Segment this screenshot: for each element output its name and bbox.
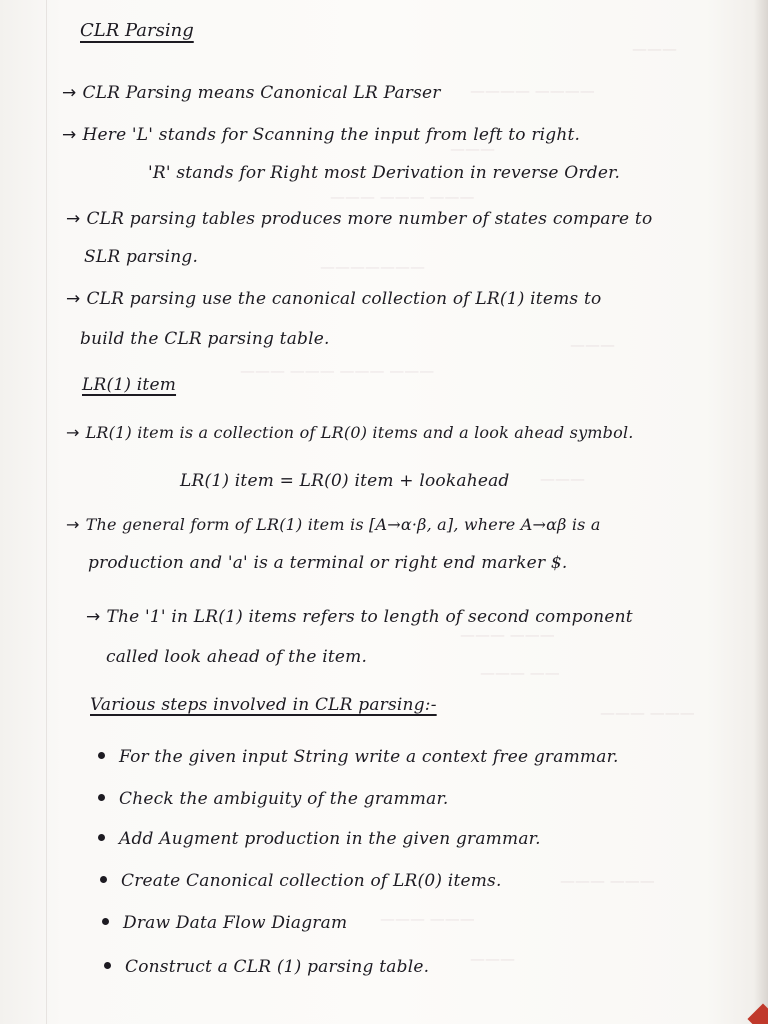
note-line [66, 422, 634, 444]
list-item [98, 746, 619, 768]
note-line [62, 82, 441, 104]
note-line [84, 246, 198, 268]
bleed-through-mark: ——— [570, 336, 615, 354]
list-item [98, 788, 449, 810]
note-text: The general form of LR(1) item is [A→α·β, a], where A→αβ is a [85, 515, 601, 534]
list-item-text: Check the ambiguity of the grammar. [119, 789, 449, 809]
bullet-icon [104, 962, 111, 969]
note-text: The '1' in LR(1) items refers to length of second component [106, 607, 633, 627]
bleed-through-mark: ——————— [320, 258, 425, 276]
note-text: CLR parsing use the canonical collection of LR(1) items to [86, 289, 602, 309]
bleed-through-mark: ——— ——— [380, 910, 475, 928]
note-line [88, 552, 568, 574]
section-heading: Various steps involved in CLR parsing:- [90, 695, 437, 715]
list-item-text: For the given input String write a context free grammar. [119, 747, 619, 767]
note-line [62, 124, 580, 146]
list-item-text: Draw Data Flow Diagram [123, 913, 348, 933]
note-line [66, 208, 652, 230]
note-text: CLR parsing tables produces more number of states compare to [86, 209, 653, 229]
note-text: Here 'L' stands for Scanning the input from left to right. [82, 125, 581, 145]
list-item-text: Add Augment production in the given grammar. [119, 829, 541, 849]
arrow-icon: → [66, 209, 81, 229]
arrow-icon: → [62, 83, 77, 103]
bleed-through-mark: ——— ——— [600, 704, 695, 722]
bullet-icon [100, 876, 107, 883]
note-line [66, 514, 601, 536]
note-line [148, 162, 620, 184]
section-heading: LR(1) item [82, 375, 177, 395]
note-text: production and 'a' is a terminal or right end marker $. [88, 553, 568, 573]
note-text: called look ahead of the item. [106, 647, 368, 667]
bleed-through-mark: ——— —— [480, 664, 560, 682]
arrow-icon: → [86, 607, 101, 627]
bullet-icon [98, 752, 105, 759]
formula-text: LR(1) item = LR(0) item + lookahead [180, 471, 510, 491]
arrow-icon: → [62, 125, 77, 145]
list-item-text: Create Canonical collection of LR(0) items. [121, 871, 502, 891]
note-line [106, 646, 367, 668]
note-text: 'R' stands for Right most Derivation in reverse Order. [148, 163, 621, 183]
note-line [80, 328, 330, 350]
page-edge-shadow [754, 0, 768, 1024]
list-item [102, 912, 347, 934]
bullet-icon [98, 794, 105, 801]
note-text: LR(1) item is a collection of LR(0) items and a look ahead symbol. [85, 423, 634, 442]
bleed-through-mark: ——— ——— [460, 626, 555, 644]
note-text: CLR Parsing means Canonical LR Parser [82, 83, 441, 103]
bleed-through-mark: ——— ——— ——— ——— [240, 362, 435, 380]
bleed-through-mark: ——— [450, 140, 495, 158]
arrow-icon: → [66, 289, 81, 309]
arrow-icon: → [66, 515, 80, 534]
bleed-through-mark: ——— [540, 470, 585, 488]
page-title: CLR Parsing [80, 20, 194, 41]
bleed-through-mark: ———— ———— [470, 82, 595, 100]
note-line [66, 288, 601, 310]
note-text: build the CLR parsing table. [80, 329, 330, 349]
list-item [100, 870, 502, 892]
margin-line [46, 0, 47, 1024]
bleed-through-mark: ——— ——— ——— [330, 188, 475, 206]
note-line [86, 606, 633, 628]
note-text: SLR parsing. [84, 247, 199, 267]
bullet-icon [102, 918, 109, 925]
arrow-icon: → [66, 423, 80, 442]
list-item [104, 956, 429, 978]
bullet-icon [98, 834, 105, 841]
list-item [98, 828, 541, 850]
list-item-text: Construct a CLR (1) parsing table. [125, 957, 430, 977]
bleed-through-mark: ——— [632, 40, 677, 58]
bleed-through-mark: ——— [470, 950, 515, 968]
formula-line [180, 470, 510, 492]
bleed-through-mark: ——— ——— [560, 872, 655, 890]
